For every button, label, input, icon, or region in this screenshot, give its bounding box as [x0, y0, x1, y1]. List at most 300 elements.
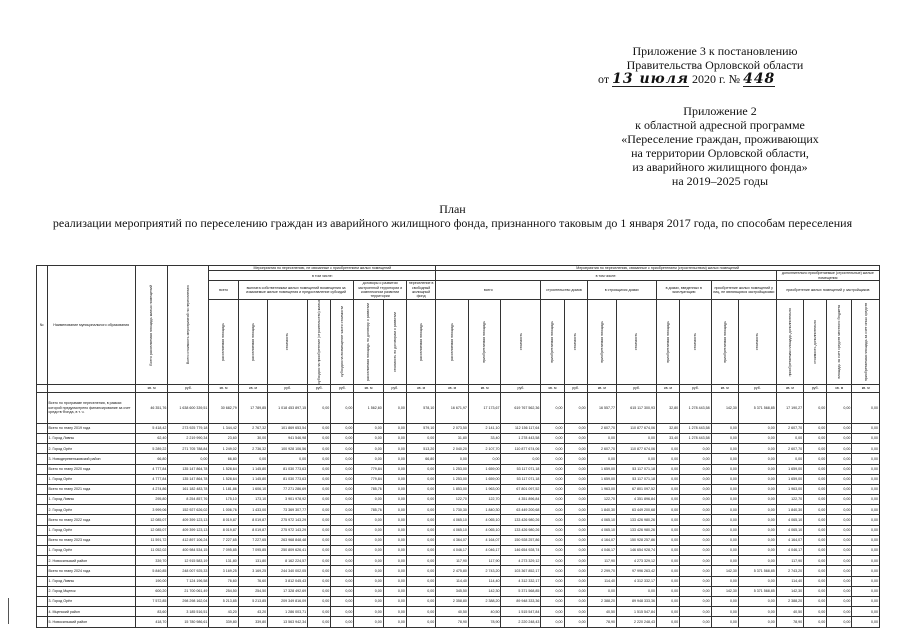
table-cell: 135 147 864,78 — [168, 474, 209, 484]
table-cell: 0,00 — [383, 617, 406, 627]
table-cell: 0,00 — [308, 535, 331, 545]
table-cell: 0,00 — [804, 433, 827, 443]
g2-buy-dev-a: в строящихся домах — [587, 281, 656, 300]
group1-header: Мероприятия по переселению, не связанные с приобретением жилых помещений — [209, 266, 436, 271]
table-cell: 131,80 — [209, 556, 238, 566]
table-cell: 12 085,07 — [135, 525, 168, 535]
table-row — [37, 546, 880, 556]
table-cell: 0,00 — [852, 525, 880, 535]
table-cell: 122,70 — [587, 495, 616, 505]
table-cell: 0,00 — [680, 535, 712, 545]
table-cell: 0,00 — [383, 505, 406, 515]
table-cell: 0,00 — [308, 546, 331, 556]
table-cell: 142,30 — [711, 392, 738, 423]
col-total-area — [135, 266, 168, 385]
h-acq-area-label: приобретаемая площадь — [482, 320, 487, 363]
table-cell: 0,00 — [308, 495, 331, 505]
table-cell: 2 220 248,43 — [617, 617, 657, 627]
table-row — [37, 535, 880, 545]
row-num-cell — [37, 525, 48, 535]
table-cell: 0,00 — [406, 607, 435, 617]
table-cell: 0,00 — [436, 454, 469, 464]
table-row — [37, 423, 880, 433]
table-cell: 412 897 106,24 — [168, 535, 209, 545]
table-cell: 0,00 — [711, 617, 738, 627]
table-cell: 5 371 568,85 — [738, 566, 776, 576]
table-cell: 2 299,70 — [587, 566, 616, 576]
table-cell: 2 607,70 — [776, 423, 803, 433]
g2-buy-dev-b: в домах, введенных в эксплуатацию — [656, 281, 711, 300]
table-cell: 0,00 — [656, 495, 679, 505]
table-cell: 1 278 443,58 — [680, 392, 712, 423]
table-cell: 271 705 788,84 — [168, 444, 209, 454]
table-cell: 779,84 — [354, 474, 383, 484]
table-row — [37, 617, 880, 627]
table-cell: 0,00 — [308, 586, 331, 596]
table-cell: 579,10 — [406, 423, 435, 433]
table-row — [37, 464, 880, 474]
table-cell: 103 367 852,17 — [501, 566, 541, 576]
table-cell: 8 019,87 — [238, 515, 267, 525]
table-cell: 101 869 653,54 — [268, 423, 308, 433]
h-area — [238, 299, 267, 384]
table-cell: 4 065,10 — [587, 525, 616, 535]
table-cell: 0,00 — [587, 433, 616, 443]
table-cell: 0,00 — [354, 556, 383, 566]
row-label: 1. Город Ливны — [47, 433, 135, 443]
unit-sqm: кв. м — [238, 384, 267, 392]
table-cell: 4 164,07 — [587, 535, 616, 545]
appendix2-line: на 2019–2025 годы — [671, 174, 769, 188]
g1-dev: договоры о развитии застроенной территории и комплексном развитии территории — [354, 281, 407, 300]
h-cost-label: стоимость — [755, 333, 760, 351]
table-row — [37, 505, 880, 515]
unit-sqm: кв. м — [711, 384, 738, 392]
table-cell: 1 253,00 — [436, 464, 469, 474]
unit-sqm: кв. м — [587, 384, 616, 392]
table-cell: 7 095,85 — [238, 546, 267, 556]
h-acq-area-label: приобретаемая площадь — [665, 320, 670, 363]
table-cell: 142,30 — [711, 566, 738, 576]
table-cell: 4 164,07 — [468, 535, 501, 545]
table-cell: 0,00 — [383, 454, 406, 464]
h-dev2-label: стоимость по договорам о развитии — [392, 311, 397, 372]
table-cell: 0,00 — [804, 617, 827, 627]
h-acq-area — [541, 299, 564, 384]
table-cell: 0,00 — [656, 576, 679, 586]
table-cell: 117,90 — [468, 556, 501, 566]
appendix3-line1: Приложение 3 к постановлению — [632, 44, 798, 58]
date-prefix: от — [598, 72, 610, 86]
table-row — [37, 525, 880, 535]
table-cell: 11 052,02 — [135, 546, 168, 556]
table-cell: 4 046,17 — [436, 546, 469, 556]
table-cell: 0,00 — [406, 515, 435, 525]
unit-sqm: кв. м — [852, 384, 880, 392]
table-cell: 0,00 — [711, 576, 738, 586]
table-cell: 7 572,85 — [135, 596, 168, 606]
table-cell: 2 607,70 — [587, 444, 616, 454]
table-cell: 0,00 — [541, 444, 564, 454]
row-label: 4. Мценский район — [47, 607, 135, 617]
table-cell: 0,00 — [308, 566, 331, 576]
table-cell: 0,00 — [354, 525, 383, 535]
row-label: Всего по этапу 2019 года — [47, 423, 135, 433]
table-cell: 53 117 071,18 — [501, 474, 541, 484]
table-cell: 400 984 534,15 — [168, 546, 209, 556]
table-cell: 0,00 — [564, 617, 587, 627]
table-cell: 7 095,85 — [209, 546, 238, 556]
table-cell: 7 124 196,58 — [168, 576, 209, 586]
row-label: 2. Город Мценск — [47, 586, 135, 596]
table-cell: 0,00 — [331, 566, 354, 576]
table-cell: 0,00 — [656, 596, 679, 606]
row-label: 1. Город Орёл — [47, 546, 135, 556]
h-extra3 — [827, 299, 852, 384]
row-num-cell — [37, 515, 48, 525]
table-cell: 0,00 — [827, 433, 852, 443]
table-cell: 0,00 — [383, 464, 406, 474]
table-cell: 0,00 — [238, 454, 267, 464]
table-cell: 81 030 773,63 — [268, 474, 308, 484]
table-cell: 0,00 — [354, 576, 383, 586]
row-label: 1. Город Ливны — [47, 576, 135, 586]
unit-sqm: кв. м — [827, 384, 852, 392]
table-cell: 0,00 — [680, 464, 712, 474]
table-cell: 254,50 — [238, 586, 267, 596]
table-cell: 0,00 — [308, 464, 331, 474]
unit-sqm: кв. м — [541, 384, 564, 392]
table-cell: 66,80 — [135, 454, 168, 464]
h-cost-label: стоимость — [634, 333, 639, 351]
h-acq-area — [656, 299, 679, 384]
table-cell: 4 777,84 — [135, 464, 168, 474]
table-cell: 78,90 — [468, 617, 501, 627]
table-cell: 0,00 — [331, 484, 354, 494]
table-row — [37, 576, 880, 586]
table-cell: 12 915 583,19 — [168, 556, 209, 566]
table-cell: 779,84 — [354, 464, 383, 474]
h-cost-label: стоимость — [285, 333, 290, 351]
table-cell: 0,00 — [804, 607, 827, 617]
table-cell: 43,20 — [238, 607, 267, 617]
table-cell: 0,00 — [308, 525, 331, 535]
table-cell: 4 065,10 — [587, 515, 616, 525]
table-cell: 0,00 — [564, 454, 587, 464]
table-cell: 0,00 — [827, 454, 852, 464]
table-cell: 0,00 — [680, 495, 712, 505]
table-cell: 0,00 — [738, 495, 776, 505]
table-cell: 0,00 — [331, 596, 354, 606]
table-cell: 1 145,80 — [238, 474, 267, 484]
table-cell: 0,00 — [738, 505, 776, 515]
unit-rub: руб. — [268, 384, 308, 392]
table-cell: 0,00 — [804, 515, 827, 525]
table-cell: 0,00 — [738, 433, 776, 443]
plan-table-wrapper — [36, 265, 880, 624]
h-cost-label: стоимость — [518, 333, 523, 351]
table-cell: 0,00 — [656, 566, 679, 576]
table-cell: 0,00 — [541, 525, 564, 535]
table-cell: 0,00 — [406, 505, 435, 515]
h-area-label: расселяемая площадь — [221, 322, 226, 361]
h-acq-area — [711, 299, 738, 384]
table-cell: 89 948 333,36 — [501, 596, 541, 606]
table-cell: 0,00 — [827, 392, 852, 423]
table-cell: 40,50 — [468, 607, 501, 617]
table-cell: 1 278 443,58 — [680, 433, 712, 443]
table-cell: 0,00 — [383, 525, 406, 535]
unit-empty — [37, 384, 48, 392]
table-cell: 32,80 — [656, 392, 679, 423]
table-cell: 8 019,87 — [238, 525, 267, 535]
table-cell: 0,00 — [656, 546, 679, 556]
table-cell: 0,00 — [711, 607, 738, 617]
row-label: 3. Новодеревеньковский район — [47, 454, 135, 464]
row-num-cell — [37, 586, 48, 596]
table-cell: 0,00 — [827, 596, 852, 606]
table-cell: 117,90 — [587, 556, 616, 566]
plan-subtitle: реализации мероприятий по переселению граждан из аварийного жилищного фонда, признанного таковым до 1 января 2017 года, по способам переселения — [52, 216, 853, 230]
table-cell: 7 227,65 — [238, 535, 267, 545]
table-cell: 33,40 — [656, 433, 679, 443]
table-cell: 2 141,10 — [468, 423, 501, 433]
table-cell: 114,40 — [468, 576, 501, 586]
table-cell: 0,00 — [564, 607, 587, 617]
row-num-cell — [37, 484, 48, 494]
table-cell: 53 117 071,18 — [617, 464, 657, 474]
row-num-cell — [37, 423, 48, 433]
table-cell: 0,00 — [804, 454, 827, 464]
row-label: Всего по этапу 2021 года — [47, 484, 135, 494]
table-cell: 0,00 — [656, 464, 679, 474]
table-cell: 0,00 — [827, 535, 852, 545]
table-cell: 0,00 — [541, 433, 564, 443]
table-cell: 117,90 — [776, 556, 803, 566]
table-cell: 0,00 — [331, 617, 354, 627]
h-dev1-label: расселяемая площадь по договору о развитии — [366, 302, 371, 381]
table-cell: 0,00 — [827, 556, 852, 566]
table-cell: 0,00 — [331, 444, 354, 454]
h-sub1 — [308, 299, 331, 384]
table-cell: 21 700 061,49 — [168, 586, 209, 596]
table-cell: 0,00 — [331, 474, 354, 484]
table-cell: 250 809 626,41 — [268, 546, 308, 556]
table-cell: 0,00 — [656, 607, 679, 617]
table-cell: 4 046,17 — [587, 546, 616, 556]
table-cell: 0,00 — [852, 474, 880, 484]
table-cell: 0,00 — [564, 546, 587, 556]
table-cell: 0,00 — [354, 535, 383, 545]
table-cell: 0,00 — [738, 556, 776, 566]
table-cell: 0,00 — [852, 515, 880, 525]
table-cell: 0,00 — [541, 617, 564, 627]
table-cell: 0,00 — [383, 607, 406, 617]
table-cell: 0,00 — [268, 454, 308, 464]
table-cell: 16 671,97 — [436, 392, 469, 423]
table-cell: 0,00 — [827, 505, 852, 515]
row-num-cell — [37, 505, 48, 515]
table-cell: 17 173,67 — [468, 392, 501, 423]
table-cell: 83,60 — [135, 607, 168, 617]
table-cell: 5 840,85 — [135, 566, 168, 576]
table-cell: 0,00 — [738, 423, 776, 433]
table-cell: 0,00 — [804, 444, 827, 454]
table-cell: 0,00 — [406, 495, 435, 505]
table-cell: 1 659,00 — [468, 464, 501, 474]
table-cell: 0,00 — [804, 495, 827, 505]
table-cell: 63 449 200,68 — [501, 505, 541, 515]
table-cell: 0,00 — [804, 535, 827, 545]
row-label: Всего по этапу 2024 года — [47, 566, 135, 576]
table-cell: 4 351 896,84 — [617, 495, 657, 505]
unit-rub: руб. — [738, 384, 776, 392]
table-cell: 0,00 — [354, 617, 383, 627]
table-cell: 0,00 — [680, 576, 712, 586]
h-dev2 — [383, 299, 406, 384]
table-cell: 0,00 — [468, 454, 501, 464]
table-cell: 2 388,20 — [468, 596, 501, 606]
table-cell: 8 162 224,57 — [268, 556, 308, 566]
table-row — [37, 515, 880, 525]
table-cell: 0,00 — [541, 454, 564, 464]
table-cell: 0,00 — [541, 392, 564, 423]
h-cost-label: стоимость — [573, 333, 578, 351]
table-cell: 0,00 — [711, 515, 738, 525]
table-cell: 0,00 — [852, 454, 880, 464]
table-cell: 5 371 568,85 — [738, 392, 776, 423]
table-cell: 0,00 — [680, 454, 712, 464]
table-cell: 0,00 — [406, 433, 435, 443]
table-cell: 0,00 — [564, 505, 587, 515]
h-cost — [501, 299, 541, 384]
col-num: № — [37, 266, 48, 385]
table-cell: 0,00 — [331, 576, 354, 586]
table-cell: 0,00 — [804, 525, 827, 535]
col-total-cost — [168, 266, 209, 385]
table-cell: 1 853,00 — [436, 484, 469, 494]
table-cell: 0,00 — [564, 586, 587, 596]
table-cell: 0,00 — [680, 505, 712, 515]
table-cell: 122,70 — [468, 495, 501, 505]
unit-rub: руб. — [617, 384, 657, 392]
table-cell: 2 475,80 — [436, 566, 469, 576]
table-cell: 0,00 — [564, 566, 587, 576]
table-cell: 33,40 — [468, 433, 501, 443]
table-cell: 0,00 — [827, 546, 852, 556]
table-cell: 339,70 — [135, 556, 168, 566]
table-cell: 0,00 — [680, 586, 712, 596]
table-cell: 4 065,10 — [468, 525, 501, 535]
table-cell: 0,00 — [541, 566, 564, 576]
table-cell: 1 840,30 — [587, 505, 616, 515]
table-cell: 0,00 — [354, 423, 383, 433]
table-cell: 0,00 — [738, 596, 776, 606]
table-cell: 0,00 — [656, 586, 679, 596]
table-cell: 0,00 — [564, 576, 587, 586]
table-cell: 0,00 — [331, 515, 354, 525]
table-cell: 30 682,79 — [209, 392, 238, 423]
row-num-cell — [37, 495, 48, 505]
unit-rub: руб. — [501, 384, 541, 392]
h-area-label: расселяемая площадь — [449, 322, 454, 361]
h-extra1 — [776, 299, 803, 384]
table-cell: 0,00 — [564, 556, 587, 566]
appendix2-line: Приложение 2 — [683, 104, 757, 118]
table-cell: 133 426 980,26 — [501, 515, 541, 525]
table-cell: 0,00 — [406, 535, 435, 545]
table-row — [37, 607, 880, 617]
year-text: 2020 г. № — [692, 72, 741, 86]
table-cell: 0,00 — [852, 464, 880, 474]
table-cell: 0,00 — [564, 444, 587, 454]
table-cell: 0,00 — [354, 586, 383, 596]
table-cell: 3 901 978,92 — [268, 495, 308, 505]
table-cell: 0,00 — [711, 444, 738, 454]
table-cell: 0,00 — [852, 535, 880, 545]
g1-buyout: выплата собственникам жилых помещений возмещения за изымаемые жилые помещения и предоставление субсидий — [238, 281, 354, 300]
plan-table — [36, 265, 880, 628]
g1-total: всего — [209, 281, 238, 300]
table-cell: 0,00 — [738, 535, 776, 545]
table-cell: 0,00 — [308, 433, 331, 443]
table-cell: 0,00 — [617, 454, 657, 464]
table-cell: 150 928 257,86 — [617, 535, 657, 545]
h-acq-area — [587, 299, 616, 384]
table-cell: 4 065,10 — [436, 515, 469, 525]
table-cell: 0,00 — [711, 556, 738, 566]
table-cell: 89 948 333,36 — [617, 596, 657, 606]
table-cell: 0,00 — [354, 566, 383, 576]
table-cell: 0,00 — [564, 464, 587, 474]
table-cell: 0,00 — [406, 546, 435, 556]
table-cell: 615 117 300,93 — [617, 392, 657, 423]
table-cell: 0,00 — [308, 505, 331, 515]
table-cell: 4 312 332,17 — [617, 576, 657, 586]
table-cell: 0,00 — [827, 423, 852, 433]
table-cell: 275 972 143,29 — [268, 525, 308, 535]
table-cell: 1 006,76 — [209, 505, 238, 515]
table-cell: 1 515 547,84 — [501, 607, 541, 617]
table-cell: 0,00 — [564, 423, 587, 433]
table-cell: 0,00 — [852, 423, 880, 433]
table-cell: 0,00 — [852, 586, 880, 596]
table-cell: 1 963,00 — [468, 484, 501, 494]
table-cell: 0,00 — [738, 617, 776, 627]
table-cell: 0,00 — [541, 474, 564, 484]
table-cell: 0,00 — [852, 392, 880, 423]
table-cell: 0,00 — [383, 423, 406, 433]
table-cell: 0,00 — [541, 505, 564, 515]
h-cost — [617, 299, 657, 384]
table-cell: 0,00 — [541, 607, 564, 617]
table-cell: 110 877 674,06 — [501, 444, 541, 454]
table-cell: 0,00 — [354, 444, 383, 454]
table-cell: 0,00 — [680, 566, 712, 576]
table-cell: 3 812 045,43 — [268, 576, 308, 586]
table-cell: 0,00 — [331, 454, 354, 464]
table-cell: 0,00 — [383, 566, 406, 576]
table-cell: 0,00 — [406, 617, 435, 627]
row-num-cell — [37, 454, 48, 464]
table-cell: 0,00 — [354, 454, 383, 464]
unit-rub: руб. — [804, 384, 827, 392]
table-cell: 146 654 928,74 — [617, 546, 657, 556]
table-cell: 135 147 864,78 — [168, 464, 209, 474]
table-cell: 15 780 986,61 — [168, 617, 209, 627]
h-area — [209, 299, 238, 384]
g2-build: строительство домов — [541, 281, 587, 300]
